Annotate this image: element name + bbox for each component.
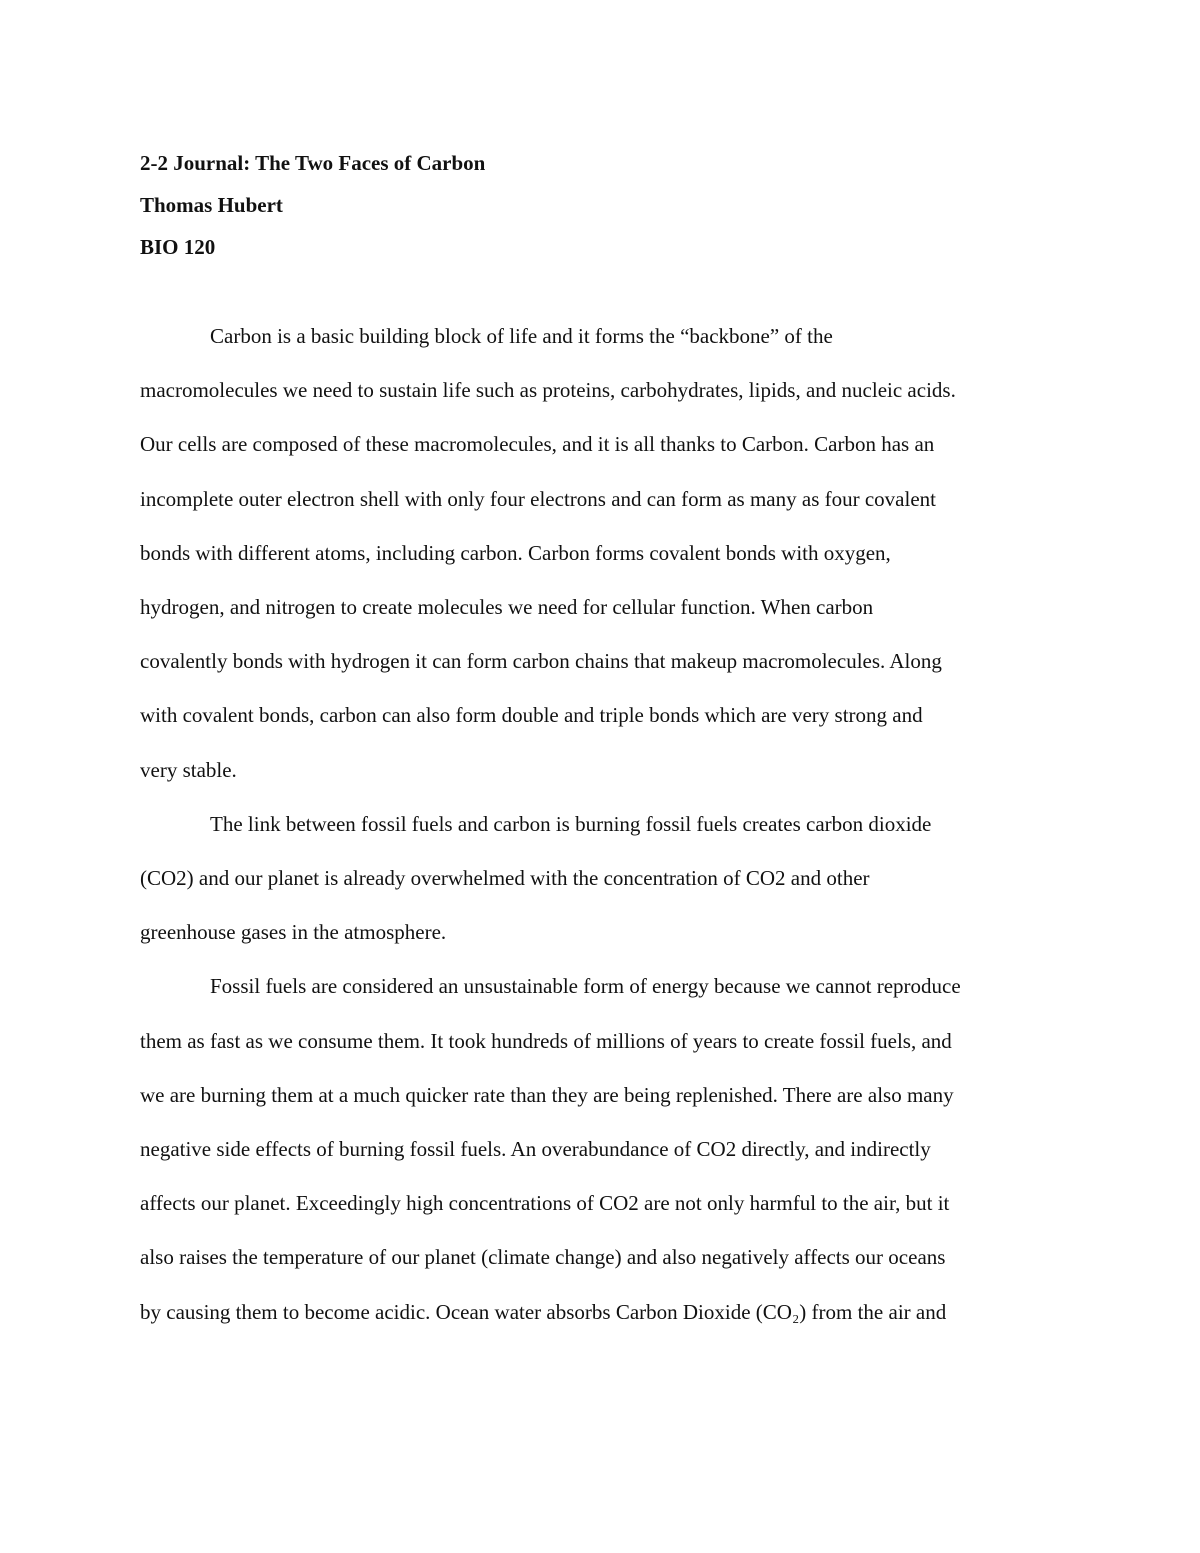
author-name: Thomas Hubert [140, 193, 283, 217]
paragraph-fossil-fuel-link [140, 797, 1068, 960]
text-line: affects our planet. Exceedingly high concentrations of CO2 are not only harmful to the air, but it [140, 1191, 950, 1216]
document-title: 2-2 Journal: The Two Faces of Carbon [140, 151, 486, 175]
document-header [140, 142, 1060, 268]
text-line: them as fast as we consume them. It took hundreds of millions of years to create fossil fuels, and [140, 1028, 952, 1053]
paragraph-carbon-basics [140, 309, 1068, 797]
paragraph-unsustainable-energy [140, 959, 1068, 1338]
text-line: also raises the temperature of our planet (climate change) and also negatively affects our oceans [140, 1245, 946, 1270]
text-line: negative side effects of burning fossil fuels. An overabundance of CO2 directly, and indirectly [140, 1137, 931, 1162]
text-line: Carbon is a basic building block of life and it forms the “backbone” of the [210, 324, 833, 348]
text-line: Our cells are composed of these macromolecules, and it is all thanks to Carbon. Carbon has an [140, 432, 935, 457]
text-line: bonds with different atoms, including carbon. Carbon forms covalent bonds with oxygen, [140, 540, 891, 565]
text-line: very stable. [140, 757, 237, 782]
text-line: macromolecules we need to sustain life such as proteins, carbohydrates, lipids, and nucleic acids. [140, 378, 956, 403]
text-line: we are burning them at a much quicker rate than they are being replenished. There are also many [140, 1082, 954, 1107]
text-line: greenhouse gases in the atmosphere. [140, 920, 447, 945]
text-line: (CO2) and our planet is already overwhelmed with the concentration of CO2 and other [140, 866, 870, 891]
text-line: hydrogen, and nitrogen to create molecules we need for cellular function. When carbon [140, 595, 874, 620]
text-line: covalently bonds with hydrogen it can form carbon chains that makeup macromolecules. Along [140, 649, 942, 674]
text-line: incomplete outer electron shell with only four electrons and can form as many as four covalent [140, 486, 936, 511]
text-line: with covalent bonds, carbon can also form double and triple bonds which are very strong and [140, 703, 923, 728]
text-line: Fossil fuels are considered an unsustainable form of energy because we cannot reproduce [210, 974, 961, 999]
course-code: BIO 120 [140, 235, 216, 259]
text-line: by causing them to become acidic. Ocean water absorbs Carbon Dioxide (CO₂) from the air and [140, 1299, 947, 1324]
document-body [140, 309, 1068, 1339]
text-line: The link between fossil fuels and carbon is burning fossil fuels creates carbon dioxide [210, 811, 932, 836]
